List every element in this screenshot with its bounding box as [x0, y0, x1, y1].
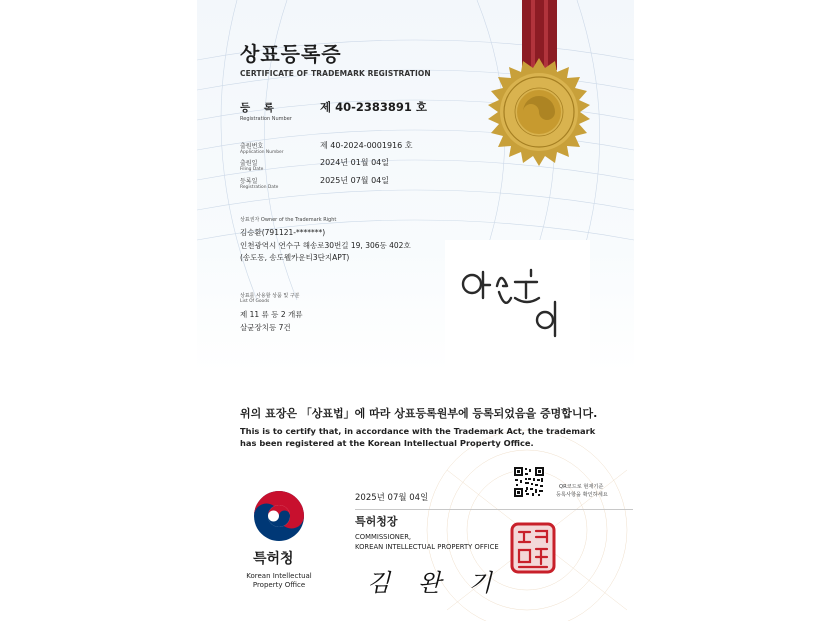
owner-label: 상표권자 Owner of the Trademark Right: [240, 217, 337, 223]
filing-label: 출원일: [240, 160, 258, 167]
registration-number: 제 40-2383891 호: [320, 100, 428, 114]
registration-date: 2025년 07월 04일: [320, 176, 389, 185]
certificate-subtitle: CERTIFICATE OF TRADEMARK REGISTRATION: [240, 69, 431, 78]
commissioner-title-en-line2: KOREAN INTELLECTUAL PROPERTY OFFICE: [355, 543, 499, 551]
application-label-en: Application Number: [240, 150, 284, 155]
trademark-logo: [445, 240, 590, 388]
owner-address-line1: 인천광역시 연수구 해송로30번길 19, 306동 402호: [240, 241, 411, 250]
owner-address-line2: (송도동, 송도웰카운티3단지APT): [240, 253, 350, 262]
trademark-mark-text: 아크로이: [445, 240, 449, 241]
goods-label: 상표를 사용할 상품 및 구분: [240, 293, 300, 299]
goods-label-en: List Of Goods: [240, 299, 270, 304]
certificate-page: [197, 0, 634, 621]
trademark-logo-box: [445, 240, 590, 388]
office-name-ko: 특허청: [253, 551, 294, 567]
application-label: 출원번호: [240, 143, 264, 150]
owner-name: 김승환(791121-*******): [240, 228, 326, 237]
registration-label-en: Registration Number: [240, 116, 292, 122]
registration-date-label: 등록일: [240, 178, 258, 185]
qr-code-icon[interactable]: [513, 466, 545, 498]
registration-label: 등 록: [240, 102, 279, 114]
commissioner-title-ko: 특허청장: [355, 515, 398, 528]
certify-statement-ko: 위의 표장은 「상표법」에 따라 상표등록원부에 등록되었음을 증명합니다.: [240, 407, 598, 420]
commissioner-signature: 김 완 기: [367, 569, 502, 597]
goods-items: 살균장치등 7건: [240, 323, 291, 332]
gold-seal-icon: [484, 57, 594, 167]
official-stamp-icon: [510, 522, 556, 574]
registration-date-label-en: Registration Date: [240, 185, 279, 190]
certify-statement-en-line2: has been registered at the Korean Intellectual Property Office.: [240, 438, 534, 448]
stamp-text: 특허청장인: [510, 522, 515, 523]
signature-divider: [355, 509, 633, 510]
certificate-title: 상표등록증: [240, 42, 342, 66]
filing-label-en: Filing Date: [240, 167, 264, 172]
commissioner-title-en-line1: COMMISSIONER,: [355, 533, 412, 541]
office-name-en-line2: Property Office: [252, 581, 306, 589]
application-number: 제 40-2024-0001916 호: [320, 141, 413, 150]
qr-note-line1: QR코드로 현재기준: [559, 484, 604, 490]
filing-date: 2024년 01월 04일: [320, 158, 389, 167]
issue-date: 2025년 07월 04일: [355, 493, 429, 503]
goods-class: 제 11 류 등 2 개류: [240, 310, 303, 319]
certify-statement-en-line1: This is to certify that, in accordance with the Trademark Act, the trademark: [240, 426, 596, 436]
office-name-en-line1: Korean Intellectual: [246, 572, 312, 580]
kipo-emblem-icon: [253, 490, 305, 542]
qr-note-line2: 등록사항을 확인하세요: [556, 492, 608, 498]
